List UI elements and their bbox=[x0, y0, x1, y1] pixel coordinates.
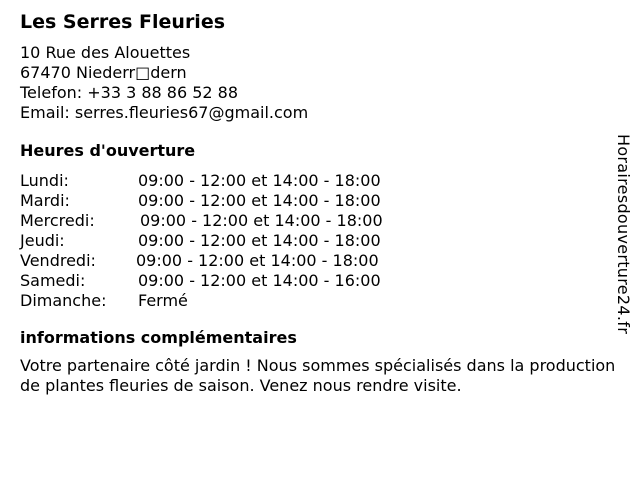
hours-row-jeudi bbox=[20, 231, 620, 251]
hours-value: 09:00 - 12:00 et 14:00 - 18:00 bbox=[138, 171, 381, 190]
business-card bbox=[20, 10, 620, 396]
day-label: Samedi: bbox=[20, 271, 86, 290]
street-address: 10 Rue des Alouettes bbox=[20, 43, 191, 62]
day-label: Jeudi: bbox=[20, 231, 65, 250]
hours-row-samedi bbox=[20, 271, 620, 291]
day-label: Vendredi: bbox=[20, 251, 96, 270]
hours-value: 09:00 - 12:00 et 14:00 - 18:00 bbox=[140, 211, 383, 230]
phone-line: Telefon: +33 3 88 86 52 88 bbox=[20, 83, 239, 102]
additional-info-text: Votre partenaire côté jardin ! Nous sommes spécialisés dans la production de plantes fleuries de saison. Venez nous rendre visite. bbox=[20, 356, 616, 395]
opening-hours-table bbox=[20, 171, 620, 311]
day-label: Mardi: bbox=[20, 191, 70, 210]
hours-row-dimanche bbox=[20, 291, 620, 311]
opening-hours-heading: Heures d'ouverture bbox=[20, 141, 196, 160]
hours-row-vendredi bbox=[20, 251, 620, 271]
hours-row-lundi bbox=[20, 171, 620, 191]
hours-value: 09:00 - 12:00 et 14:00 - 18:00 bbox=[138, 191, 381, 210]
day-label: Lundi: bbox=[20, 171, 69, 190]
hours-row-mardi bbox=[20, 191, 620, 211]
email-line: Email: serres.fleuries67@gmail.com bbox=[20, 103, 309, 122]
hours-row-mercredi bbox=[20, 211, 620, 231]
site-watermark: Horairesdouverture24.fr bbox=[614, 134, 633, 335]
hours-value: 09:00 - 12:00 et 14:00 - 18:00 bbox=[136, 251, 379, 270]
postal-city: 67470 Niederr□dern bbox=[20, 63, 187, 82]
business-name: Les Serres Fleuries bbox=[20, 11, 226, 33]
address-block bbox=[20, 43, 620, 123]
additional-info-heading: informations complémentaires bbox=[20, 328, 297, 347]
hours-value: 09:00 - 12:00 et 14:00 - 16:00 bbox=[138, 271, 381, 290]
hours-value: Fermé bbox=[138, 291, 188, 310]
hours-value: 09:00 - 12:00 et 14:00 - 18:00 bbox=[138, 231, 381, 250]
day-label: Dimanche: bbox=[20, 291, 107, 310]
day-label: Mercredi: bbox=[20, 211, 95, 230]
